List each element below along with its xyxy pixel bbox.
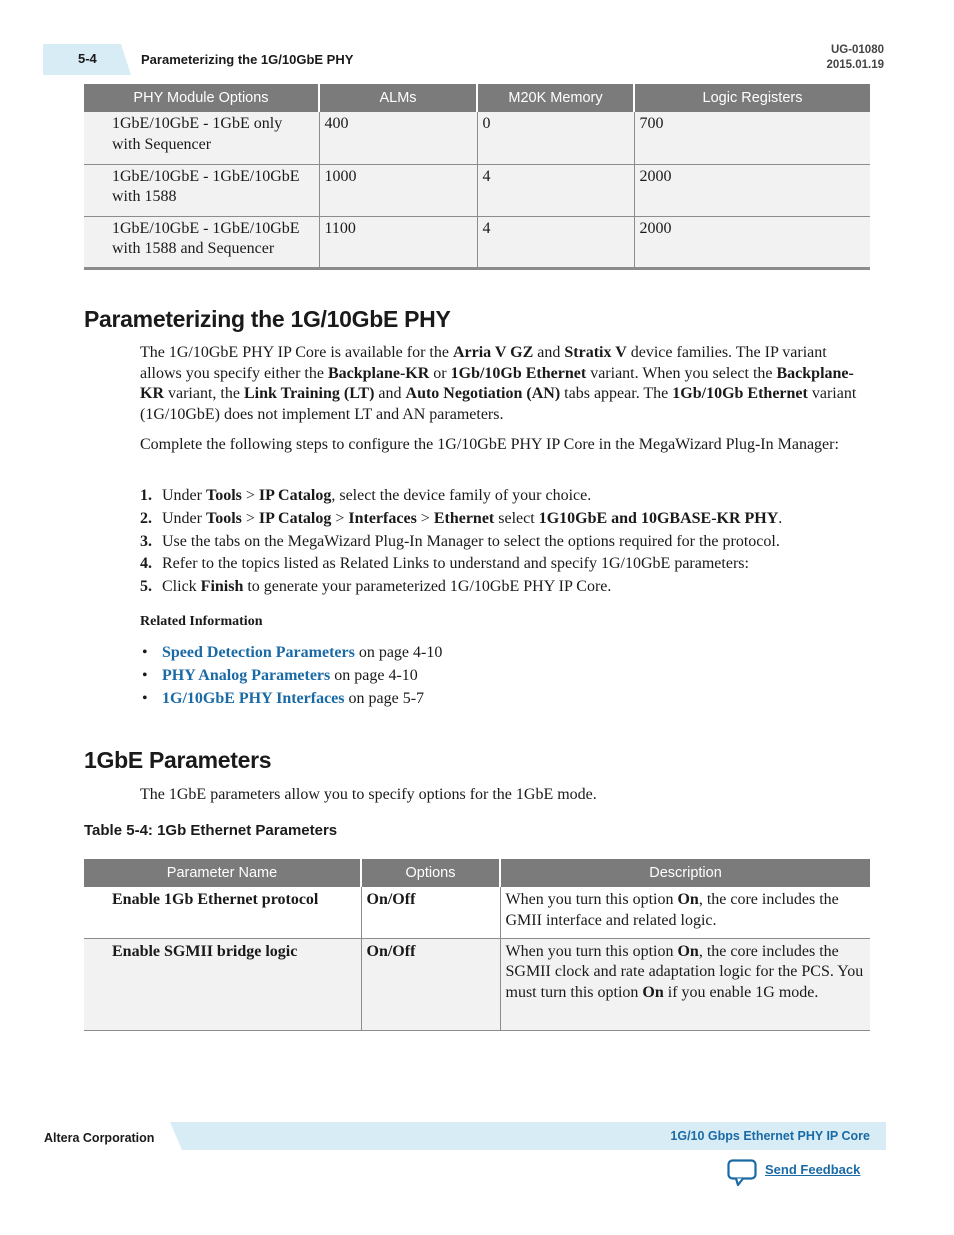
send-feedback-link[interactable]: Send Feedback (765, 1162, 861, 1177)
bullet: • (142, 690, 148, 707)
table-cell: 4 (477, 164, 634, 216)
doc-id: UG-01080 (830, 44, 884, 56)
table-cell: 1000 (319, 164, 477, 216)
parameter-name: Enable SGMII bridge logic (84, 938, 361, 1030)
column-header: Parameter Name (84, 859, 361, 887)
table-cell: 700 (634, 112, 870, 164)
column-header: M20K Memory (477, 84, 634, 112)
table-row (84, 887, 870, 938)
table-caption: Table 5-4: 1Gb Ethernet Parameters (84, 822, 338, 839)
column-header: Logic Registers (634, 84, 870, 112)
step-item: 2. Under Tools > IP Catalog > Interfaces > Ethernet select 1G10GbE and 10GBASE-KR PHY. (140, 509, 783, 527)
link-speed-detection-parameters[interactable]: Speed Detection Parameters (162, 644, 355, 661)
link-phy-analog-parameters[interactable]: PHY Analog Parameters (162, 667, 331, 684)
parameter-description: When you turn this option On, the core includes the GMII interface and related logic. (500, 887, 870, 938)
step-item: 3. Use the tabs on the MegaWizard Plug-In Manager to select the options required for the protocol. (140, 532, 780, 550)
table-cell: 1GbE/10GbE - 1GbE/10GbE with 1588 and Sequencer (84, 216, 319, 268)
link-phy-interfaces[interactable]: 1G/10GbE PHY Interfaces (162, 690, 345, 707)
section-intro: The 1GbE parameters allow you to specify options for the 1GbE mode. (140, 786, 597, 803)
related-info-heading: Related Information (140, 614, 263, 629)
parameters-table (84, 859, 870, 1031)
steps-intro: Complete the following steps to configure the 1G/10GbE PHY IP Core in the MegaWizard Plug-In Manager: (140, 436, 839, 453)
doc-date: 2015.01.19 (826, 58, 884, 71)
table-cell: 1GbE/10GbE - 1GbE only with Sequencer (84, 112, 319, 164)
parameter-description: When you turn this option On, the core includes the SGMII clock and rate adaptation logic for the PCS. You must turn this option On if you enable 1G mode. (500, 938, 870, 1030)
bullet: • (142, 644, 148, 661)
parameter-name: Enable 1Gb Ethernet protocol (84, 887, 361, 938)
table-row (84, 216, 870, 268)
parameter-options: On/Off (361, 938, 500, 1030)
table-cell: 0 (477, 112, 634, 164)
table-row (84, 164, 870, 216)
table-row (84, 938, 870, 1030)
column-header: ALMs (319, 84, 477, 112)
step-item: 1. Under Tools > IP Catalog, select the device family of your choice. (140, 487, 592, 504)
page-number: 5-4 (78, 51, 97, 66)
company-name: Altera Corporation (44, 1131, 155, 1145)
related-links-list (140, 643, 442, 712)
list-item: • PHY Analog Parameters on page 4-10 (140, 666, 442, 689)
table-cell: 1100 (319, 216, 477, 268)
table-cell: 4 (477, 216, 634, 268)
resource-table (84, 84, 870, 270)
table-cell: 1GbE/10GbE - 1GbE/10GbE with 1588 (84, 164, 319, 216)
section-heading: Parameterizing the 1G/10GbE PHY (84, 306, 451, 332)
section-heading: 1GbE Parameters (84, 747, 272, 773)
column-header: Options (361, 859, 500, 887)
step-item: 4. Refer to the topics listed as Related Links to understand and specify 1G/10GbE parameters: (140, 555, 749, 573)
step-item: 5. Click Finish to generate your parameterized 1G/10GbE PHY IP Core. (140, 578, 612, 596)
table-header-row (84, 859, 870, 887)
table-cell: 2000 (634, 164, 870, 216)
doc-id-block (826, 43, 884, 72)
column-header: PHY Module Options (84, 84, 319, 112)
list-item: • 1G/10GbE PHY Interfaces on page 5-7 (140, 689, 442, 712)
table-row (84, 112, 870, 164)
parameter-options: On/Off (361, 887, 500, 938)
list-item: • Speed Detection Parameters on page 4-10 (140, 643, 442, 666)
steps-list (140, 486, 870, 600)
speech-bubble-icon[interactable] (727, 1159, 757, 1187)
table-cell: 2000 (634, 216, 870, 268)
column-header: Description (500, 859, 870, 887)
footer-doc-title: 1G/10 Gbps Ethernet PHY IP Core (670, 1129, 870, 1143)
running-header-title: Parameterizing the 1G/10GbE PHY (141, 52, 354, 67)
table-cell: 400 (319, 112, 477, 164)
intro-paragraph: The 1G/10GbE PHY IP Core is available for the Arria V GZ and Stratix V device families. The IP variant allows you specify either the Backplane-KR or 1Gb/10Gb Ethernet variant. When you select the Backplane-KR variant, the Link Training (LT) and Auto Negotiation (AN) tabs appear. The 1Gb/10Gb Ethernet variant (1G/10GbE) does not implement LT and AN parameters. (140, 344, 857, 423)
table-header-row (84, 84, 870, 112)
bullet: • (142, 667, 148, 684)
